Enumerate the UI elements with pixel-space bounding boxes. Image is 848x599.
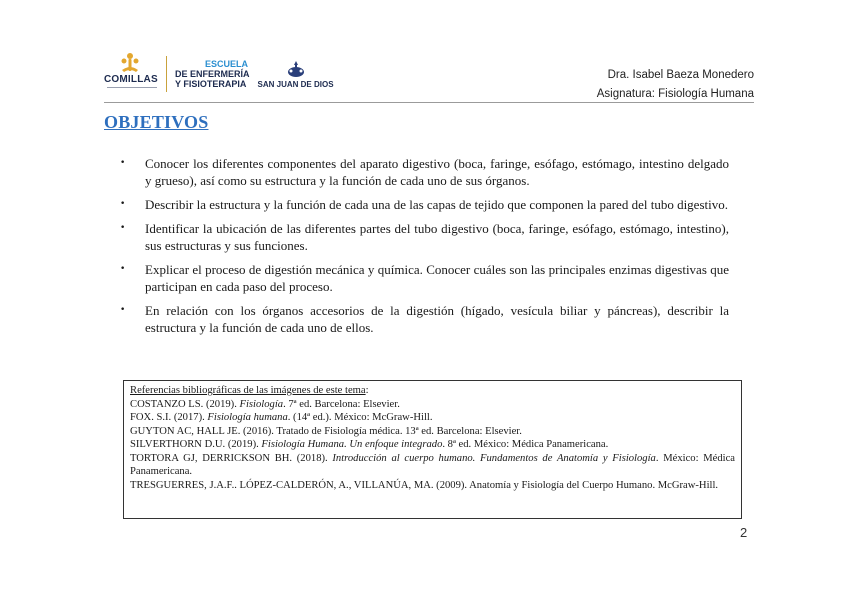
reference-text: TORTORA GJ, DERRICKSON BH. (2018).: [130, 452, 333, 464]
escuela-line3: Y FISIOTERAPIA: [175, 79, 247, 89]
list-item: [118, 302, 729, 336]
list-item: [118, 261, 729, 295]
escuela-logo: [175, 59, 250, 89]
reference-text: . (14ª ed.). México: McGraw-Hill.: [287, 412, 433, 423]
list-item: [118, 196, 729, 213]
reference-text: . 8ª ed. México: Médica Panamericana.: [442, 439, 609, 450]
list-item: [118, 155, 729, 189]
logo-divider: [166, 56, 167, 92]
references-heading-line: [130, 384, 735, 398]
reference-title: Fisiología Humana. Un enfoque integrado: [261, 439, 443, 450]
escuela-line2: DE ENFERMERÍA: [175, 69, 250, 79]
references-heading-suffix: :: [365, 385, 369, 396]
san-juan-de-dios-emblem-icon: [285, 60, 307, 78]
reference-title: Fisiología humana: [207, 412, 288, 423]
bullet-icon: •: [120, 305, 126, 315]
reference-text: GUYTON AC, HALL JE. (2016). Tratado de Fisiología médica. 13ª ed. Barcelona: Elsevier.: [130, 425, 522, 437]
header-info: [597, 66, 754, 104]
subject-name: Asignatura: Fisiología Humana: [596, 88, 754, 100]
reference-text: . 7ª ed. Barcelona: Elsevier.: [283, 398, 400, 410]
objective-text: Explicar el proceso de digestión mecánica y química. Conocer cuáles son las principales enzimas digestivas que participan en cada paso del proceso.: [145, 262, 729, 294]
reference-item: [130, 425, 735, 439]
page-number: 2: [740, 525, 748, 540]
bullet-icon: •: [120, 264, 126, 274]
reference-item: [130, 411, 735, 425]
reference-title: Fisiología: [239, 398, 284, 410]
comillas-emblem-icon: [118, 52, 142, 74]
reference-text: . México: Médica Panamericana.: [130, 452, 735, 477]
author-name: Dra. Isabel Baeza Monedero: [607, 69, 754, 81]
reference-text: FOX. S.I. (2017).: [130, 412, 208, 423]
header-divider: [104, 102, 754, 103]
reference-text: TRESGUERRES, J.A.F.. LÓPEZ-CALDERÓN, A., VILLANÚA, MA. (2009). Anatomía y Fisiología del Cuerpo Humano. McGraw-Hill.: [130, 479, 719, 491]
comillas-logo-subline: [107, 87, 157, 90]
reference-text: COSTANZO LS. (2019).: [130, 398, 240, 410]
objective-text: Describir la estructura y la función de cada una de las capas de tejido que componen la pared del tubo digestivo.: [145, 197, 728, 212]
reference-item: [130, 479, 735, 493]
bullet-icon: •: [120, 223, 126, 233]
list-item: [118, 220, 729, 254]
reference-item: [130, 438, 735, 452]
san-juan-de-dios-logo: [258, 60, 334, 89]
objective-text: Identificar la ubicación de las diferentes partes del tubo digestivo (boca, faringe, esófago, estómago, intestino), sus estructuras y sus funciones.: [145, 221, 729, 253]
page-title: OBJETIVOS: [104, 112, 209, 132]
comillas-logo-text: COMILLAS: [104, 74, 158, 85]
header-logos: [104, 52, 334, 96]
references-heading: Referencias bibliográficas de las imágenes de este tema: [130, 385, 366, 396]
bullet-icon: •: [120, 158, 126, 168]
escuela-line1: ESCUELA: [205, 59, 249, 69]
reference-item: [130, 452, 735, 479]
objective-text: En relación con los órganos accesorios de la digestión (hígado, vesícula biliar y páncreas), describir la estructura y la función de cada uno de ellos.: [145, 303, 729, 335]
references-box: [123, 380, 742, 519]
reference-text: SILVERTHORN D.U. (2019).: [130, 439, 262, 450]
objectives-list: [118, 155, 729, 343]
objective-text: Conocer los diferentes componentes del aparato digestivo (boca, faringe, esófago, estómago, intestino delgado y grueso), así como su estructura y la función de cada uno de sus órganos.: [145, 156, 729, 188]
san-juan-de-dios-text: SAN JUAN DE DIOS: [257, 79, 334, 89]
reference-item: [130, 398, 735, 412]
reference-title: Introducción al cuerpo humano. Fundamentos de Anatomía y Fisiología: [332, 452, 656, 464]
comillas-logo: [104, 52, 160, 96]
bullet-icon: •: [120, 199, 126, 209]
